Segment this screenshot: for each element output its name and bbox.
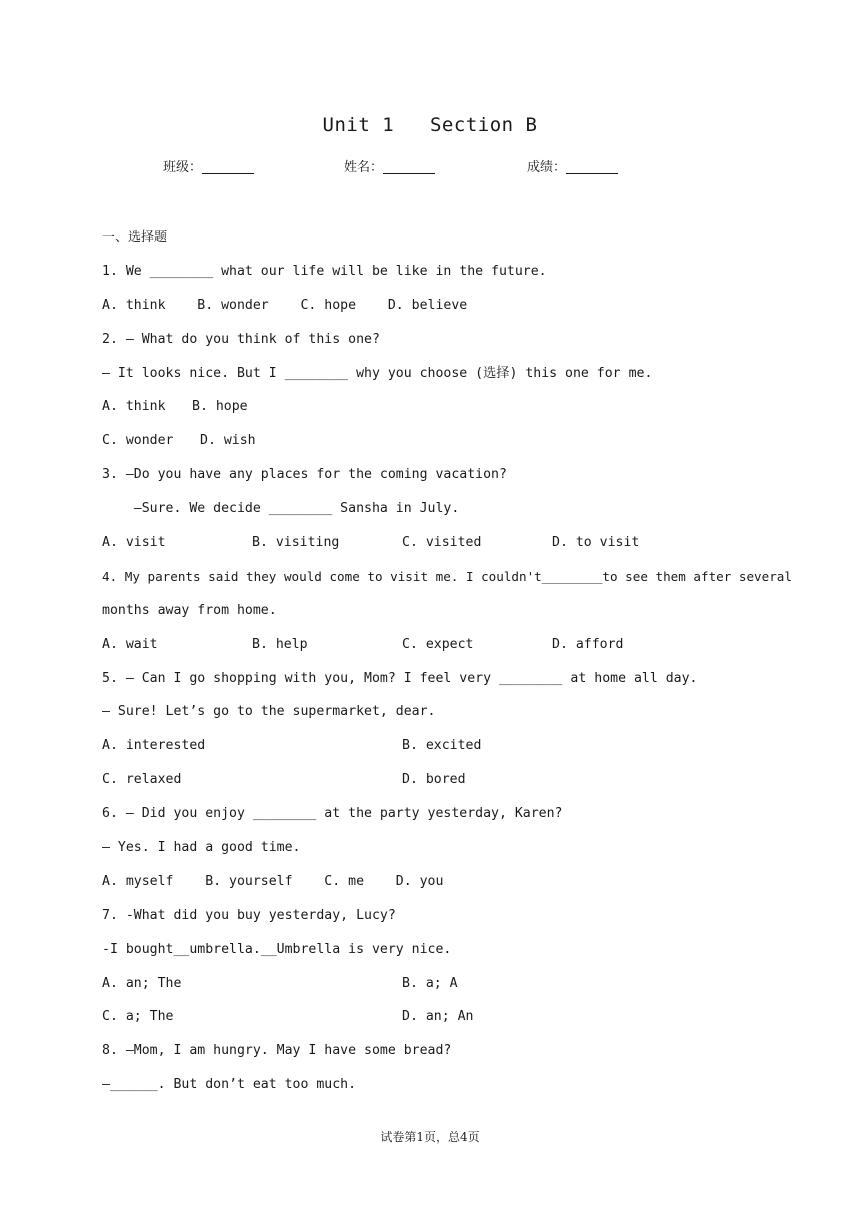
- option-row: [102, 390, 762, 424]
- score-blank[interactable]: [566, 159, 618, 174]
- question-stem: — Sure! Let’s go to the supermarket, dear.: [102, 704, 436, 720]
- option[interactable]: D. to visit: [552, 535, 640, 551]
- option[interactable]: A. wait: [102, 636, 158, 652]
- page-footer: 试卷第1页，总4页: [380, 1130, 480, 1144]
- option[interactable]: C. wonder: [102, 433, 174, 449]
- question-stem: — It looks nice. But I ________ why you choose (选择) this one for me.: [102, 365, 653, 381]
- option-row: [102, 1000, 762, 1034]
- question-stem: 8. —Mom, I am hungry. May I have some bread?: [102, 1043, 452, 1059]
- option[interactable]: B. visiting: [252, 535, 340, 551]
- question-stem: 4. My parents said they would come to visit me. I couldn't________to see them after several: [102, 568, 792, 584]
- option-row: [102, 967, 762, 1001]
- option[interactable]: B. help: [252, 636, 308, 652]
- student-info-row: [0, 156, 860, 176]
- option-row: [102, 729, 762, 763]
- class-field: [163, 156, 254, 175]
- question-stem: 5. — Can I go shopping with you, Mom? I feel very ________ at home all day.: [102, 670, 698, 686]
- option[interactable]: B. hope: [192, 399, 248, 415]
- question-stem: — Yes. I had a good time.: [102, 840, 301, 856]
- option-line: A. myself B. yourself C. me D. you: [102, 873, 444, 889]
- option[interactable]: B. a; A: [402, 975, 458, 991]
- question-stem: 2. — What do you think of this one?: [102, 331, 380, 347]
- option[interactable]: C. a; The: [102, 1009, 174, 1025]
- option[interactable]: D. an; An: [402, 1009, 474, 1025]
- name-label: 姓名：: [344, 160, 384, 175]
- option[interactable]: C. visited: [402, 535, 482, 551]
- option-row: [102, 424, 762, 458]
- section-heading: 一、选择题: [102, 230, 168, 245]
- option[interactable]: C. expect: [402, 636, 474, 652]
- option[interactable]: A. interested: [102, 738, 206, 754]
- question-stem: 7. -What did you buy yesterday, Lucy?: [102, 907, 396, 923]
- question-stem: 6. — Did you enjoy ________ at the party yesterday, Karen?: [102, 806, 563, 822]
- question-stem: months away from home.: [102, 602, 277, 618]
- option[interactable]: B. excited: [402, 738, 482, 754]
- question-stem: 1. We ________ what our life will be like in the future.: [102, 263, 547, 279]
- option-line: A. think B. wonder C. hope D. believe: [102, 297, 468, 313]
- option[interactable]: C. relaxed: [102, 772, 182, 788]
- class-blank[interactable]: [202, 159, 254, 174]
- class-label: 班级：: [163, 160, 203, 175]
- option-row: [102, 526, 762, 560]
- option[interactable]: A. an; The: [102, 975, 182, 991]
- option[interactable]: A. visit: [102, 535, 166, 551]
- score-label: 成绩：: [527, 160, 567, 175]
- name-blank[interactable]: [383, 159, 435, 174]
- question-stem: 3. —Do you have any places for the coming vacation?: [102, 467, 507, 483]
- question-stem: —Sure. We decide ________ Sansha in July.: [102, 501, 460, 517]
- option[interactable]: D. bored: [402, 772, 466, 788]
- option-row: [102, 763, 762, 797]
- option[interactable]: A. think: [102, 399, 166, 415]
- score-field: [527, 156, 618, 175]
- name-field: [344, 156, 435, 175]
- question-stem: -I bought__umbrella.__Umbrella is very nice.: [102, 941, 452, 957]
- question-stem: —______. But don’t eat too much.: [102, 1077, 357, 1093]
- option[interactable]: D. afford: [552, 636, 624, 652]
- page-title: Unit 1 Section B: [322, 114, 538, 136]
- question-list: [102, 221, 792, 1102]
- option[interactable]: D. wish: [200, 433, 256, 449]
- option-row: [102, 628, 762, 662]
